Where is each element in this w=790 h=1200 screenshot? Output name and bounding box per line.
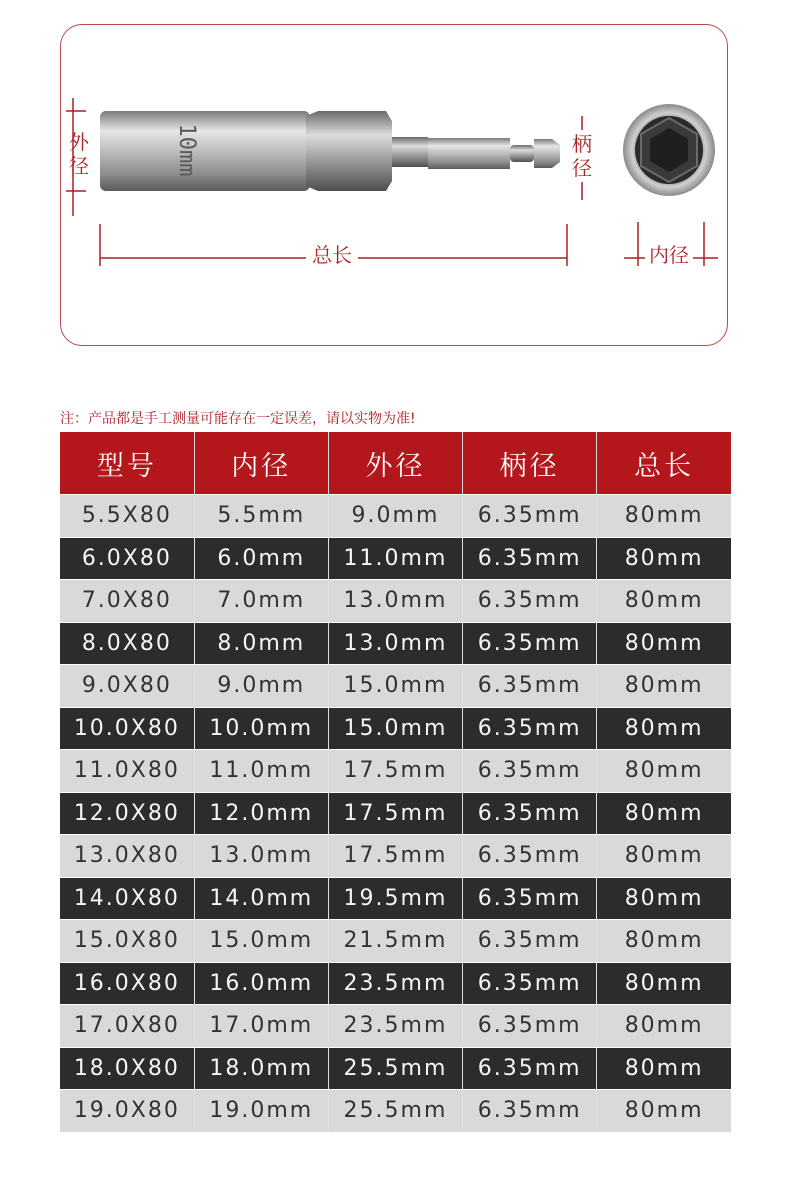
table-row <box>60 1090 731 1132</box>
cell-outer-diameter: 13.0mm <box>328 622 462 665</box>
table-row <box>60 1047 731 1090</box>
table-row <box>60 622 731 665</box>
socket-barrel <box>100 111 310 191</box>
total-length-label: 总长 <box>306 244 358 266</box>
size-engraving: 10mm <box>174 123 199 177</box>
header-total-length: 总长 <box>597 432 731 495</box>
cell-total-length: 80mm <box>597 920 731 963</box>
cell-outer-diameter: 19.5mm <box>328 877 462 920</box>
table-row <box>60 707 731 750</box>
nut-driver-diagram <box>0 0 790 360</box>
cell-total-length: 80mm <box>597 707 731 750</box>
cell-outer-diameter: 9.0mm <box>328 495 462 538</box>
cell-total-length: 80mm <box>597 877 731 920</box>
cell-model: 17.0X80 <box>60 1005 194 1048</box>
cell-outer-diameter: 23.5mm <box>328 1005 462 1048</box>
cell-inner-diameter: 15.0mm <box>194 920 328 963</box>
cell-model: 12.0X80 <box>60 792 194 835</box>
shank-groove <box>510 145 534 162</box>
cell-total-length: 80mm <box>597 835 731 878</box>
cell-model: 13.0X80 <box>60 835 194 878</box>
cell-outer-diameter: 15.0mm <box>328 665 462 708</box>
cell-total-length: 80mm <box>597 537 731 580</box>
cell-shank-diameter: 6.35mm <box>463 622 597 665</box>
cell-model: 14.0X80 <box>60 877 194 920</box>
cell-total-length: 80mm <box>597 622 731 665</box>
table-row <box>60 877 731 920</box>
cell-inner-diameter: 11.0mm <box>194 750 328 793</box>
shank-diameter-label: 柄径 <box>572 130 596 182</box>
cell-inner-diameter: 18.0mm <box>194 1047 328 1090</box>
cell-outer-diameter: 25.5mm <box>328 1047 462 1090</box>
outer-diameter-label: 外径 <box>69 130 89 178</box>
cell-total-length: 80mm <box>597 1005 731 1048</box>
shank-tip <box>534 139 560 168</box>
cell-total-length: 80mm <box>597 1047 731 1090</box>
cell-model: 16.0X80 <box>60 962 194 1005</box>
cell-shank-diameter: 6.35mm <box>463 750 597 793</box>
cell-shank-diameter: 6.35mm <box>463 1005 597 1048</box>
cell-model: 15.0X80 <box>60 920 194 963</box>
table-row <box>60 962 731 1005</box>
header-outer-diameter: 外径 <box>328 432 462 495</box>
cell-shank-diameter: 6.35mm <box>463 962 597 1005</box>
inner-diameter-label: 内径 <box>645 244 693 266</box>
cell-inner-diameter: 5.5mm <box>194 495 328 538</box>
cell-model: 8.0X80 <box>60 622 194 665</box>
cell-shank-diameter: 6.35mm <box>463 537 597 580</box>
cell-shank-diameter: 6.35mm <box>463 580 597 623</box>
cell-model: 9.0X80 <box>60 665 194 708</box>
cell-total-length: 80mm <box>597 962 731 1005</box>
cell-model: 7.0X80 <box>60 580 194 623</box>
table-row <box>60 537 731 580</box>
cell-total-length: 80mm <box>597 580 731 623</box>
cell-model: 10.0X80 <box>60 707 194 750</box>
cell-outer-diameter: 17.5mm <box>328 792 462 835</box>
cell-model: 11.0X80 <box>60 750 194 793</box>
spec-table-body <box>60 495 731 1132</box>
cell-shank-diameter: 6.35mm <box>463 920 597 963</box>
cell-outer-diameter: 25.5mm <box>328 1090 462 1132</box>
cell-shank-diameter: 6.35mm <box>463 835 597 878</box>
cell-inner-diameter: 6.0mm <box>194 537 328 580</box>
cell-inner-diameter: 14.0mm <box>194 877 328 920</box>
cell-inner-diameter: 10.0mm <box>194 707 328 750</box>
table-row <box>60 1005 731 1048</box>
cell-outer-diameter: 23.5mm <box>328 962 462 1005</box>
cell-total-length: 80mm <box>597 665 731 708</box>
cell-total-length: 80mm <box>597 1090 731 1132</box>
cell-inner-diameter: 17.0mm <box>194 1005 328 1048</box>
cell-outer-diameter: 21.5mm <box>328 920 462 963</box>
cell-model: 18.0X80 <box>60 1047 194 1090</box>
cell-outer-diameter: 13.0mm <box>328 580 462 623</box>
cell-inner-diameter: 8.0mm <box>194 622 328 665</box>
cell-shank-diameter: 6.35mm <box>463 1090 597 1132</box>
cell-total-length: 80mm <box>597 750 731 793</box>
cell-model: 5.5X80 <box>60 495 194 538</box>
cell-outer-diameter: 11.0mm <box>328 537 462 580</box>
cell-inner-diameter: 12.0mm <box>194 792 328 835</box>
table-row <box>60 792 731 835</box>
cell-total-length: 80mm <box>597 495 731 538</box>
table-row <box>60 750 731 793</box>
header-inner-diameter: 内径 <box>194 432 328 495</box>
cell-shank-diameter: 6.35mm <box>463 792 597 835</box>
header-shank-diameter: 柄径 <box>463 432 597 495</box>
cell-total-length: 80mm <box>597 792 731 835</box>
cell-inner-diameter: 13.0mm <box>194 835 328 878</box>
cell-shank-diameter: 6.35mm <box>463 707 597 750</box>
cell-model: 6.0X80 <box>60 537 194 580</box>
table-row <box>60 580 731 623</box>
cell-shank-diameter: 6.35mm <box>463 665 597 708</box>
cell-shank-diameter: 6.35mm <box>463 877 597 920</box>
spec-table-header <box>60 432 731 495</box>
cell-shank-diameter: 6.35mm <box>463 1047 597 1090</box>
table-row <box>60 920 731 963</box>
cell-shank-diameter: 6.35mm <box>463 495 597 538</box>
cell-outer-diameter: 17.5mm <box>328 750 462 793</box>
table-row <box>60 665 731 708</box>
hex-body <box>306 111 392 191</box>
table-row <box>60 835 731 878</box>
measurement-note: 注：产品都是手工测量可能存在一定误差，请以实物为准! <box>60 411 416 427</box>
hex-shank <box>428 138 510 169</box>
cell-inner-diameter: 16.0mm <box>194 962 328 1005</box>
header-model: 型号 <box>60 432 194 495</box>
spec-table <box>60 432 731 1132</box>
cell-inner-diameter: 9.0mm <box>194 665 328 708</box>
cell-outer-diameter: 17.5mm <box>328 835 462 878</box>
cell-inner-diameter: 19.0mm <box>194 1090 328 1132</box>
shank-collar <box>392 137 428 167</box>
cell-outer-diameter: 15.0mm <box>328 707 462 750</box>
cell-model: 19.0X80 <box>60 1090 194 1132</box>
table-row <box>60 495 731 538</box>
cell-inner-diameter: 7.0mm <box>194 580 328 623</box>
